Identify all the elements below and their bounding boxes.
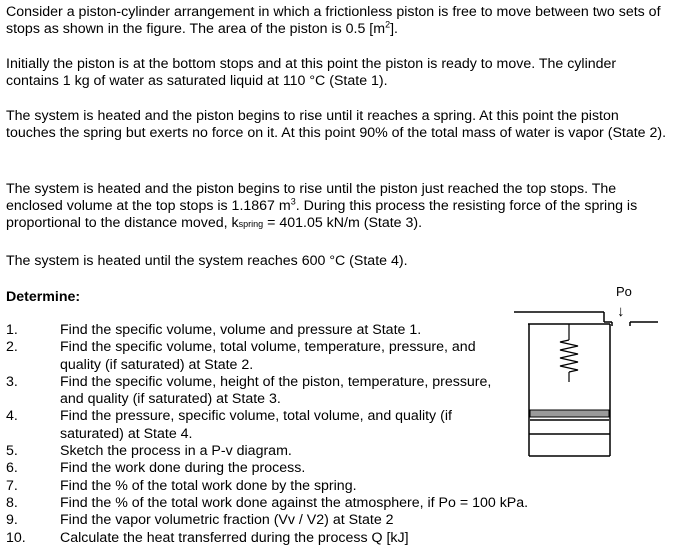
piston-cylinder-figure xyxy=(512,278,662,468)
list-item: 8. Find the % of the total work done against the atmosphere, if Po = 100 kPa. xyxy=(6,494,529,511)
list-item: 6. Find the work done during the process. xyxy=(6,460,306,477)
list-item: 4. Find the pressure, specific volume, total volume, and quality (if saturated) at State 4. xyxy=(6,408,452,442)
list-item: 5. Sketch the process in a P-v diagram. xyxy=(6,443,292,460)
list-item: 7. Find the % of the total work done by the spring. xyxy=(6,477,357,494)
spring xyxy=(560,340,578,372)
list-item: 2. Find the specific volume, total volume, temperature, pressure, and quality (if saturated) at State 2. xyxy=(6,339,476,373)
determine-heading: Determine: xyxy=(6,289,81,305)
atm-arrow-icon: ↓ xyxy=(617,303,625,320)
atm-pressure-label: Po xyxy=(616,284,632,299)
list-item: 10. Calculate the heat transferred during the process Q [kJ] xyxy=(6,529,409,546)
list-item: 1. Find the specific volume, volume and pressure at State 1. xyxy=(6,322,422,338)
list-item: 3. Find the specific volume, height of the piston, temperature, pressure, and quality (if saturated) at State 3. xyxy=(6,373,492,408)
state4-paragraph: The system is heated until the system reaches 600 °C (State 4). xyxy=(6,253,408,269)
list-item: 9. Find the vapor volumetric fraction (Vv / V2) at State 2 xyxy=(6,512,394,529)
state3-paragraph: The system is heated and the piston begins to rise until the piston just reached the top stops. The enclosed volume at the top stops is 1.1867 $m^3$. During this process the resisting force of the spring is proportional to the distance moved, kspring = 401.05 kN/m (State 3). xyxy=(6,181,638,231)
piston xyxy=(530,410,609,417)
state1-paragraph: Initially the piston is at the bottom stops and at this point the piston is ready to move. The cylinder contains 1 kg of water as saturated liquid at 110 °C (State 1). xyxy=(6,56,617,89)
intro-paragraph: Consider a piston-cylinder arrangement in which a frictionless piston is free to move between two sets of stops as shown in the figure. The area of the piston is 0.5 $[m^2]$. xyxy=(6,4,661,37)
state2-paragraph: The system is heated and the piston begins to rise until it reaches a spring. At this point the piston touches the spring but exerts no force on it. At this point 90% of the total mass of water is vapor (State 2). xyxy=(6,108,667,141)
